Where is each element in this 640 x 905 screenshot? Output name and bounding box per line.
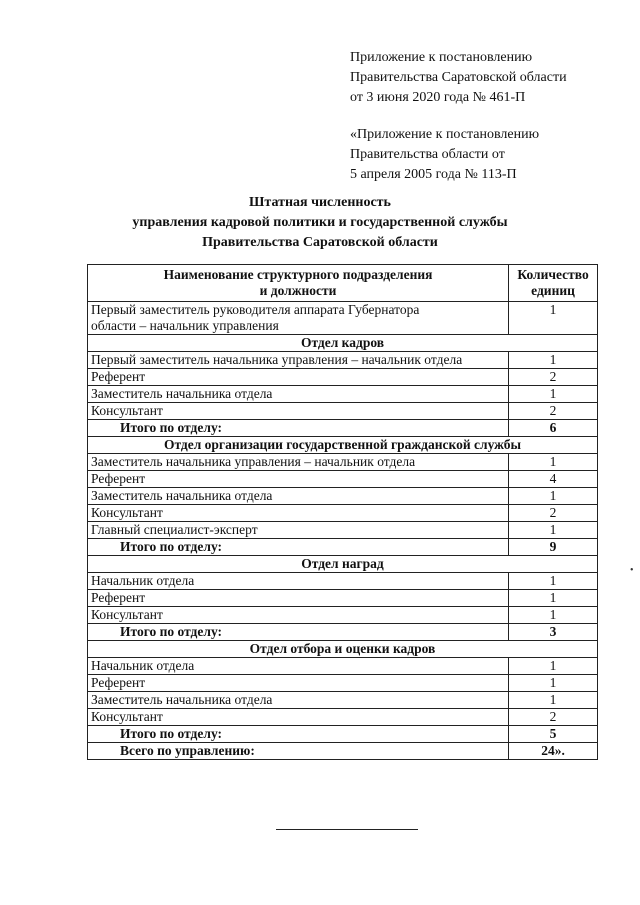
position-count: 1 bbox=[509, 302, 598, 335]
section-name: Отдел кадров bbox=[88, 335, 598, 352]
section-total-label: Итого по отделу: bbox=[88, 726, 509, 743]
position-count: 1 bbox=[509, 590, 598, 607]
header-line: «Приложение к постановлению bbox=[350, 127, 540, 142]
document-title bbox=[0, 193, 640, 253]
staffing-table bbox=[87, 264, 598, 760]
position-name: Первый заместитель начальника управления – начальник отдела bbox=[88, 352, 509, 369]
position-count: 1 bbox=[509, 386, 598, 403]
section-header-row bbox=[88, 437, 598, 454]
position-count: 4 bbox=[509, 471, 598, 488]
table-row bbox=[88, 505, 598, 522]
section-total-row bbox=[88, 420, 598, 437]
position-name: Первый заместитель руководителя аппарата Губернатора области – начальник управления bbox=[88, 302, 509, 335]
position-count: 1 bbox=[509, 454, 598, 471]
position-count: 1 bbox=[509, 352, 598, 369]
section-total-row bbox=[88, 624, 598, 641]
table-header-row bbox=[88, 265, 598, 302]
section-name: Отдел отбора и оценки кадров bbox=[88, 641, 598, 658]
table-row bbox=[88, 369, 598, 386]
scan-speck: • bbox=[630, 565, 634, 576]
position-name: Референт bbox=[88, 369, 509, 386]
position-name: Главный специалист-эксперт bbox=[88, 522, 509, 539]
section-total-value: 9 bbox=[509, 539, 598, 556]
table-row bbox=[88, 488, 598, 505]
position-name: Референт bbox=[88, 675, 509, 692]
table-row bbox=[88, 658, 598, 675]
position-name: Консультант bbox=[88, 709, 509, 726]
position-name: Заместитель начальника отдела bbox=[88, 488, 509, 505]
section-total-value: 3 bbox=[509, 624, 598, 641]
column-header-count: Количество единиц bbox=[509, 265, 598, 302]
position-count: 1 bbox=[509, 488, 598, 505]
section-total-label: Итого по отделу: bbox=[88, 420, 509, 437]
position-name: Консультант bbox=[88, 607, 509, 624]
table-row bbox=[88, 522, 598, 539]
table-row bbox=[88, 352, 598, 369]
grand-total-value: 24». bbox=[509, 743, 598, 760]
table-row bbox=[88, 403, 598, 420]
position-name: Референт bbox=[88, 590, 509, 607]
table-row bbox=[88, 692, 598, 709]
header-current-resolution bbox=[350, 48, 630, 108]
table-row bbox=[88, 386, 598, 403]
table-row bbox=[88, 607, 598, 624]
position-name: Референт bbox=[88, 471, 509, 488]
position-name: Заместитель начальника отдела bbox=[88, 692, 509, 709]
table-row bbox=[88, 675, 598, 692]
position-count: 1 bbox=[509, 607, 598, 624]
table-body bbox=[88, 302, 598, 760]
position-count: 1 bbox=[509, 692, 598, 709]
section-total-row bbox=[88, 539, 598, 556]
title-line: управления кадровой политики и государственной службы bbox=[132, 215, 508, 230]
section-total-row bbox=[88, 726, 598, 743]
position-name: Консультант bbox=[88, 403, 509, 420]
title-line: Правительства Саратовской области bbox=[202, 235, 438, 250]
grand-total-label: Всего по управлению: bbox=[88, 743, 509, 760]
grand-total-row bbox=[88, 743, 598, 760]
table-row bbox=[88, 709, 598, 726]
table-row bbox=[88, 590, 598, 607]
table-row bbox=[88, 454, 598, 471]
position-count: 2 bbox=[509, 403, 598, 420]
signoff-divider bbox=[276, 829, 418, 830]
position-count: 1 bbox=[509, 522, 598, 539]
position-name: Заместитель начальника управления – начальник отдела bbox=[88, 454, 509, 471]
table-row bbox=[88, 471, 598, 488]
position-count: 1 bbox=[509, 658, 598, 675]
title-line: Штатная численность bbox=[249, 195, 391, 210]
section-total-label: Итого по отделу: bbox=[88, 539, 509, 556]
position-name: Заместитель начальника отдела bbox=[88, 386, 509, 403]
position-count: 1 bbox=[509, 573, 598, 590]
header-line: Правительства Саратовской области bbox=[350, 70, 567, 85]
position-name: Начальник отдела bbox=[88, 658, 509, 675]
section-total-value: 6 bbox=[509, 420, 598, 437]
section-name: Отдел наград bbox=[88, 556, 598, 573]
position-count: 1 bbox=[509, 675, 598, 692]
position-count: 2 bbox=[509, 505, 598, 522]
section-total-label: Итого по отделу: bbox=[88, 624, 509, 641]
table-row bbox=[88, 573, 598, 590]
section-name: Отдел организации государственной гражданской службы bbox=[88, 437, 598, 454]
position-name: Начальник отдела bbox=[88, 573, 509, 590]
header-line: от 3 июня 2020 года № 461-П bbox=[350, 90, 526, 105]
header-line: Приложение к постановлению bbox=[350, 50, 533, 65]
column-header-name: Наименование структурного подразделения и должности bbox=[88, 265, 509, 302]
section-total-value: 5 bbox=[509, 726, 598, 743]
table-row-head bbox=[88, 302, 598, 335]
header-line: 5 апреля 2005 года № 113-П bbox=[350, 167, 517, 182]
header-original-resolution bbox=[350, 125, 630, 185]
section-header-row bbox=[88, 335, 598, 352]
section-header-row bbox=[88, 641, 598, 658]
header-line: Правительства области от bbox=[350, 147, 505, 162]
position-name: Консультант bbox=[88, 505, 509, 522]
section-header-row bbox=[88, 556, 598, 573]
position-count: 2 bbox=[509, 709, 598, 726]
position-count: 2 bbox=[509, 369, 598, 386]
